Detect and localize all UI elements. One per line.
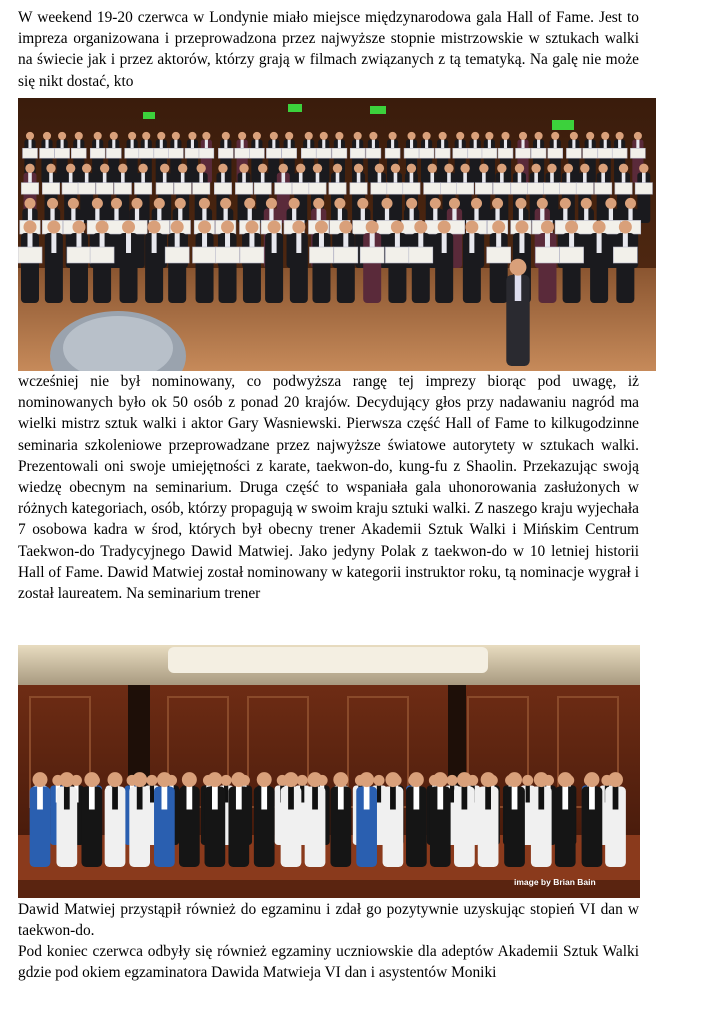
article-paragraph-4: Pod koniec czerwca odbyły się również egzaminy uczniowskie dla adeptów Akademii Sztuk Walki gdzie pod okiem egzaminatora Dawida Matwieja VI dan i asystentów Moniki [18, 943, 639, 982]
gala-group-photo [18, 98, 656, 371]
seminar-group-photo [18, 645, 640, 898]
article-paragraph-1: W weekend 19-20 czerwca w Londynie miało miejsce międzynarodowa gala Hall of Fame. Jest to impreza organizowana i przeprowadzona przez najwyższe stopnie mistrzowskie w sztukach walki na świecie jak i przez aktorów, którzy grają w filmach związanych z tą tematyką. Na galę nie może się nikt dostać, kto [18, 9, 639, 90]
article-paragraph-2: wcześniej nie był nominowany, co podwyższa rangę tej imprezy biorąc pod uwagę, iż nominowanych było ok 50 osób z ponad 20 krajów. Decydujący głos przy nadawaniu nagród ma wielki mistrz sztuk walki i aktor Gary Wasniewski. Pierwsza część Hall of Fame to kilkugodzinne seminaria szkoleniowe przeprowadzane przez najwyższe światowe autorytety w sztukach walki. Prezentowali oni swoje umiejętności z karate, taekwon-do, kung-fu z Shaolin. Przekazując swoją wiedzę obecnym na seminarium. Druga część to wspaniała gala uhonorowania zasłużonych w różnych kategoriach, osób, którzy propagują w swoim kraju sztuki walki. Z naszego kraju wyjechała 7 osobowa kadra w środ, których był obecny trener Akademii Sztuk Walki i Mińskim Centrum Taekwon-do Tradycyjnego Dawid Matwiej. Jako jedyny Polak z taekwon-do w 10 letniej historii Hall of Fame. Dawid Matwiej został nominowany w kategorii instruktor roku, tą nominacje wygrał i został laureatem. Na seminarium trener [18, 373, 639, 603]
article-paragraph-3: Dawid Matwiej przystąpił również do egzaminu i zdał go pozytywnie uzyskując stopień VI dan w taekwon-do. [18, 901, 639, 940]
photo-credit: image by Brian Bain [514, 877, 596, 887]
